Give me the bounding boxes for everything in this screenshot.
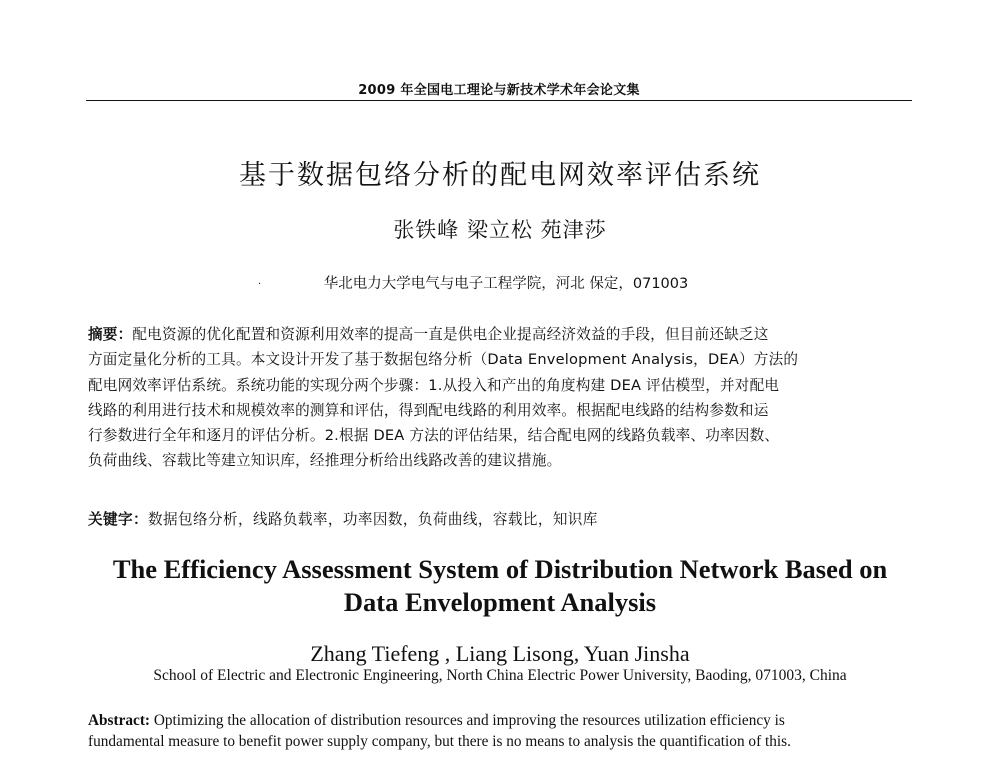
abstract-line: 行参数进行全年和逐月的评估分析。2.根据 DEA 方法的评估结果，结合配电网的线路负载率、功率因数、 xyxy=(88,427,780,445)
chinese-affiliation-text: 华北电力大学电气与电子工程学院，河北 保定，071003 xyxy=(323,276,689,292)
chinese-keywords xyxy=(88,508,914,529)
chinese-title: 基于数据包络分析的配电网效率评估系统 xyxy=(239,160,761,191)
abstract-line: 线路的利用进行技术和规模效率的测算和评估，得到配电线路的利用效率。根据配电线路的结构参数和运 xyxy=(88,401,769,419)
english-abstract-line-1 xyxy=(88,710,914,731)
proceedings-header: 2009 年全国电工理论与新技术学术年会论文集 xyxy=(358,83,640,98)
abstract-line: 方面定量化分析的工具。本文设计开发了基于数据包络分析（Data Envelopment Analysis，DEA）方法的 xyxy=(88,351,799,369)
chinese-abstract xyxy=(88,322,914,474)
english-title xyxy=(60,553,940,619)
english-affiliation: School of Electric and Electronic Engineering, North China Electric Power University, Baoding, 071003, China xyxy=(153,667,847,684)
affiliation-mark: . xyxy=(258,276,262,287)
abstract-line xyxy=(88,322,914,347)
chinese-affiliation xyxy=(246,272,766,293)
english-authors: Zhang Tiefeng , Liang Lisong, Yuan Jinsha xyxy=(310,641,690,666)
chinese-abstract-label: 摘要： xyxy=(88,326,133,343)
abstract-line: 负荷曲线、容载比等建立知识库，经推理分析给出线路改善的建议措施。 xyxy=(88,452,562,470)
chinese-keywords-label: 关键字： xyxy=(88,511,148,528)
english-abstract-text-1: Optimizing the allocation of distribution resources and improving the resources utilization efficiency is xyxy=(150,712,785,729)
abstract-line: 配电网效率评估系统。系统功能的实现分两个步骤：1.从投入和产出的角度构建 DEA 评估模型，并对配电 xyxy=(88,376,780,394)
english-abstract-label: Abstract: xyxy=(88,712,151,729)
header-rule xyxy=(86,100,912,101)
english-abstract xyxy=(88,710,914,752)
english-title-line-1: The Efficiency Assessment System of Distribution Network Based on xyxy=(112,554,888,584)
english-title-line-2: Data Envelopment Analysis xyxy=(343,587,657,617)
chinese-authors: 张铁峰 梁立松 苑津莎 xyxy=(393,218,607,242)
english-abstract-line-2: fundamental measure to benefit power supply company, but there is no means to analysis the quantification of this. xyxy=(88,733,791,750)
chinese-keywords-text: 数据包络分析，线路负载率，功率因数，负荷曲线，容载比，知识库 xyxy=(147,511,598,528)
abstract-line-text: 配电资源的优化配置和资源利用效率的提高一直是供电企业提高经济效益的手段，但目前还缺乏这 xyxy=(132,326,769,343)
